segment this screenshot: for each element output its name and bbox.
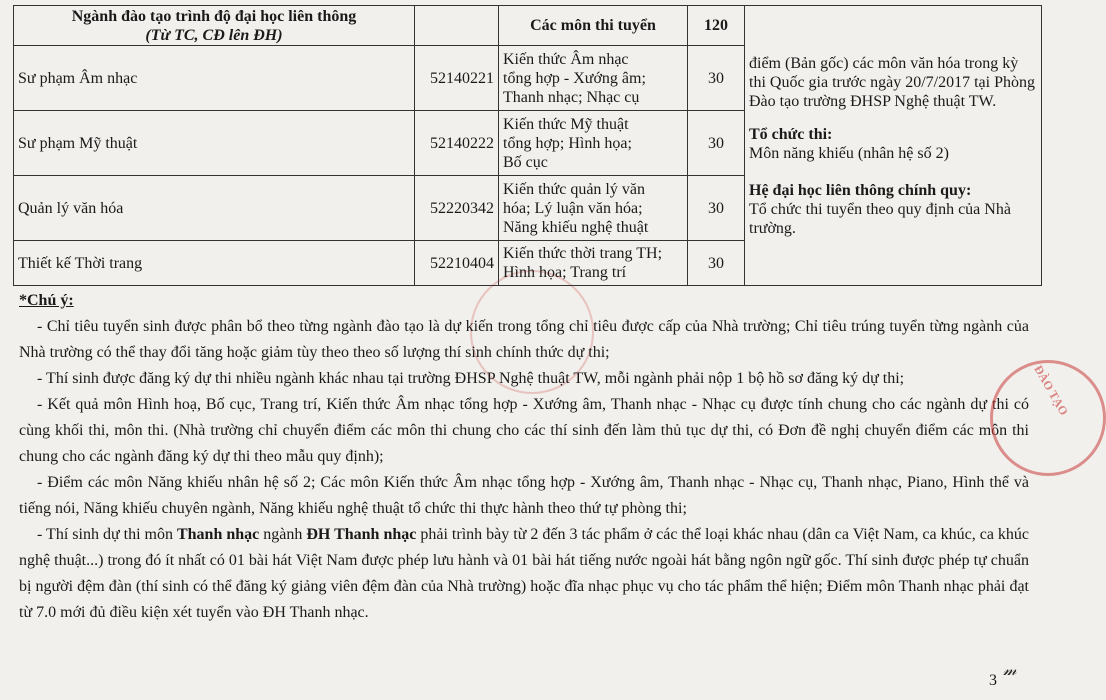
row-count: 30 (688, 46, 745, 111)
row-subject-line: Kiến thức thời trang TH; (503, 245, 663, 262)
row-program-name: Sư phạm Mỹ thuật (14, 111, 415, 176)
row-subject-line: Kiến thức quản lý văn (503, 180, 645, 198)
row-program-name: Sư phạm Âm nhạc (14, 46, 415, 111)
row-code: 52140222 (415, 111, 499, 176)
note-item: - Chỉ tiêu tuyển sinh được phân bổ theo từng ngành đào tạo là dự kiến trong tổng chỉ tiêu được cấp của Nhà trường; Chỉ tiêu trúng tuyển từng ngành của Nhà trường có thể thay đổi tăng hoặc giảm tùy theo theo số lượng thí sinh chính thức dự thi; (19, 318, 1029, 361)
header-code-cell (415, 6, 499, 46)
note-item: - Điểm các môn Năng khiếu nhân hệ số 2; Các môn Kiến thức Âm nhạc tổng hợp - Xướng âm, Thanh nhạc - Nhạc cụ, Thanh nhạc, Piano, Hình thể và tiếng nói, Năng khiếu chuyên ngành, Năng khiếu nghệ thuật tổ chức thi thực hành theo thứ tự phòng thi; (19, 474, 1029, 517)
program-table (13, 5, 1042, 286)
row-subject-line: Năng khiếu nghệ thuật (503, 218, 649, 236)
row-subject-line: tổng hợp - Xướng âm; (503, 69, 646, 87)
row-subjects (499, 241, 688, 286)
row-subjects (499, 176, 688, 241)
signature-mark: 𝓂 (1003, 662, 1017, 679)
note-item-last: - Thí sinh dự thi môn Thanh nhạc ngành ĐH Thanh nhạc phải trình bày từ 2 đến 3 tác phẩm ở các thể loại khác nhau (dân ca Việt Nam, ca khúc, ca khúc nghệ thuật...) trong đó ít nhất có 01 bài hát Việt Nam được phép lưu hành và 01 bài hát tiếng nước ngoài hát bằng ngôn ngữ gốc. Thí sinh được phép tự chuẩn bị người đệm đàn (thí sinh có thể đăng ký giảng viên đệm đàn của Nhà trường) hoặc đĩa nhạc phục vụ cho tác phẩm thể hiện; Điểm môn Thanh nhạc phải đạt từ 7.0 mới đủ điều kiện xét tuyển vào ĐH Thanh nhạc. (19, 526, 1030, 621)
row-subject-line: tổng hợp; Hình họa; (503, 134, 632, 152)
note-reg-title: Hệ đại học liên thông chính quy: (749, 181, 972, 199)
row-program-name: Thiết kế Thời trang (14, 241, 415, 286)
row-code: 52140221 (415, 46, 499, 111)
notes-section (19, 288, 1029, 626)
note-org-text: Môn năng khiếu (nhân hệ số 2) (749, 144, 949, 162)
row-subjects (499, 46, 688, 111)
note-cell (745, 6, 1042, 286)
row-subject-line: Thanh nhạc; Nhạc cụ (503, 88, 640, 106)
header-name-line2: (Từ TC, CĐ lên ĐH) (145, 26, 283, 44)
table-header-row (14, 6, 1042, 46)
row-subject-line: Kiến thức Mỹ thuật (503, 115, 629, 133)
note-item: - Kết quả môn Hình hoạ, Bố cục, Trang trí, Kiến thức Âm nhạc tổng hợp - Xướng âm, Thanh nhạc - Nhạc cụ được tính chung cho các ngành dự thi có cùng khối thi, môn thi. (Nhà trường chỉ chuyển điểm các môn thi chung cho các thí sinh đến làm thủ tục dự thi, có Đơn đề nghị chuyển điểm các môn thi chung cho các ngành đăng ký dự thi theo mẫu quy định); (19, 396, 1029, 465)
row-subjects (499, 111, 688, 176)
row-subject-line: Bố cục (503, 153, 548, 171)
row-subject-line: Hình họa; Trang trí (503, 264, 627, 281)
row-code: 52220342 (415, 176, 499, 241)
note-item: - Thí sinh được đăng ký dự thi nhiều ngành khác nhau tại trường ĐHSP Nghệ thuật TW, mỗi ngành phải nộp 1 bộ hồ sơ đăng ký dự thi; (37, 370, 905, 387)
header-subjects: Các môn thi tuyển (499, 6, 688, 46)
row-count: 30 (688, 176, 745, 241)
note-org-title: Tổ chức thi: (749, 125, 833, 143)
page-number: 3 (989, 672, 997, 689)
header-count: 120 (688, 6, 745, 46)
notes-title: *Chú ý: (19, 292, 74, 309)
row-subject-line: Kiến thức Âm nhạc (503, 50, 629, 68)
row-count: 30 (688, 111, 745, 176)
header-program-name (14, 6, 415, 46)
red-stamp: ĐÀO TẠO (990, 360, 1106, 476)
note-para1: điểm (Bản gốc) các môn văn hóa trong kỳ thi Quốc gia trước ngày 20/7/2017 tại Phòng Đào tạo trường ĐHSP Nghệ thuật TW. (749, 54, 1035, 110)
row-subject-line: hóa; Lý luận văn hóa; (503, 199, 643, 217)
row-code: 52210404 (415, 241, 499, 286)
header-name-line1: Ngành đào tạo trình độ đại học liên thông (71, 7, 357, 25)
note-reg-text: Tổ chức thi tuyển theo quy định của Nhà trường. (749, 200, 1011, 237)
row-count: 30 (688, 241, 745, 286)
row-program-name: Quản lý văn hóa (14, 176, 415, 241)
